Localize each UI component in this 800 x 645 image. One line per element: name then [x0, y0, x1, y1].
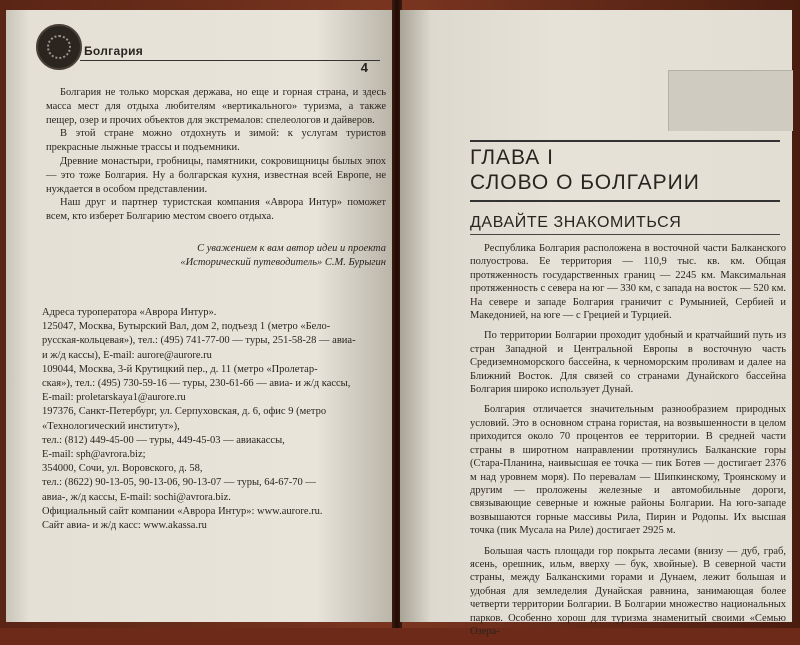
address-line: E-mail: proletarskaya1@aurore.ru	[42, 392, 186, 404]
signature	[166, 242, 386, 269]
running-head: Болгария	[84, 44, 144, 58]
globe-logo-icon	[36, 24, 82, 70]
address-line: 125047, Москва, Бутырский Вал, дом 2, подъезд 1 (метро «Бело-	[42, 321, 331, 333]
intro-text	[46, 86, 386, 224]
signature-line: С уважением к вам автор идеи и проекта	[197, 243, 386, 254]
paragraph: Древние монастыри, гробницы, памятники, сокровищницы былых эпох — это тоже Болгария. Ну а болгарская кухня, известная всей Европе, не нуждается в особом представлении.	[46, 155, 386, 195]
address-line: тел.: (8622) 90-13-05, 90-13-06, 90-13-07 — туры, 64-67-70 —	[42, 477, 316, 489]
address-line: 197376, Санкт-Петербург, ул. Серпуховская, д. 6, офис 9 (метро	[42, 406, 327, 418]
paragraph: Большая часть площади гор покрыта лесами (внизу — дуб, граб, ясень, орешник, ильм, вверху — бук, хвойные). В северной части страны, между Балканскими горами и Дунаем, лежит большая и удобная для земледелия Дунайская равнина, занимающая более четверти территории Болгарии. В Болгарии множество национальных парков. Особенно хорош для туризма знаменитый своими «Семью Озера-	[470, 545, 786, 637]
chapter-text	[470, 242, 786, 645]
right-page	[400, 10, 792, 637]
addresses-title: Адреса туроператора «Аврора Интур».	[42, 307, 217, 318]
address-line: тел.: (812) 449-45-00 — туры, 449-45-03 — авиакассы,	[42, 434, 285, 446]
page-corner-shadow	[668, 70, 793, 131]
paragraph: Болгария не только морская держава, но еще и горная страна, и здесь масса мест для отдыха любителям «вертикального» туризма, а также пещер, озер и прочих объектов для экстремалов: спелеологов и дайверов.	[46, 87, 386, 126]
left-page	[6, 10, 394, 622]
address-line: Официальный сайт компании «Аврора Интур»: www.aurore.ru.	[42, 505, 323, 517]
address-line: Сайт авиа- и ж/д касс: www.akassa.ru	[42, 520, 207, 532]
address-line: «Технологический институт»),	[42, 420, 180, 432]
running-header	[36, 22, 376, 75]
address-line: авиа-, ж/д кассы, E-mail: sochi@avrora.biz.	[42, 491, 231, 503]
address-line: 109044, Москва, 3-й Крутицкий пер., д. 11 (метро «Пролетар-	[42, 363, 318, 375]
paragraph: Наш друг и партнер туристская компания «Аврора Интур» поможет всем, кто изберет Болгарию местом своего отдыха.	[46, 197, 386, 223]
address-line: и ж/д кассы), E-mail: aurore@aurore.ru	[42, 349, 212, 361]
paragraph: В этой стране можно отдохнуть и зимой: к услугам туристов прекрасные лыжные трассы и подъемники.	[46, 128, 386, 154]
paragraph: Республика Болгария расположена в восточной части Балканского полуострова. Ее территория — 110,9 тыс. кв. км. Общая протяженность государственных границ — 2245 км. Максимальная протяженность с севера на юг — 330 км, с запада на восток — 520 км. На севере и западе Болгария граничит с Румынией, Сербией и Македонией, на юге — с Грецией и Турцией.	[470, 243, 786, 322]
address-line: русская-кольцевая»), тел.: (495) 741-77-00 — туры, 251-58-28 — авиа-	[42, 335, 356, 347]
chapter-number: ГЛАВА I	[470, 146, 554, 169]
chapter-title: СЛОВО О БОЛГАРИИ	[470, 171, 700, 194]
address-line: 354000, Сочи, ул. Воровского, д. 58,	[42, 463, 203, 475]
chapter-rule-top	[470, 140, 780, 142]
chapter-rule-bottom	[470, 200, 780, 202]
address-line: E-mail: sph@avrora.biz;	[42, 449, 146, 461]
chapter-heading	[470, 140, 780, 202]
paragraph: Болгария отличается значительным разнообразием природных условий. Это в основном страна гористая, на возвышенности в целом приходится около 70 процентов ее территории. В средней части страны в широтном направлении протянулись Балканские горы (Стара-Планина, наивысшая ее точка — пик Ботев — достигает 2376 м над уровнем моря). По перевалам — Шипкинскому, Троянскому и другим — проложены железные и автомобильные дороги, связывающие северные и южные районы Болгарии. На юго-западе возвышаются горные массивы Рила, Пирин и Родопы. Их высшая точка (пик Мусала на Риле) достигает 2925 м.	[470, 404, 786, 537]
page-number: 4	[360, 60, 368, 75]
addresses-block	[42, 306, 382, 533]
section-title: ДАВАЙТЕ ЗНАКОМИТЬСЯ	[470, 214, 682, 231]
address-line: ская»), тел.: (495) 730-59-16 — туры, 230-61-66 — авиа- и ж/д кассы,	[42, 378, 351, 390]
signature-line: «Исторический путеводитель» С.М. Бурыгин	[180, 256, 386, 268]
paragraph: По территории Болгарии проходит удобный и кратчайший путь из стран Западной и Центральной Европы в восточную часть Средиземноморского бассейна, к черноморским проливам и далее на Ближний Восток. Для связей со странами Дунайского бассейна Болгария широко использует Дунай.	[470, 330, 786, 396]
header-rule	[80, 60, 380, 61]
section-rule	[470, 234, 780, 235]
